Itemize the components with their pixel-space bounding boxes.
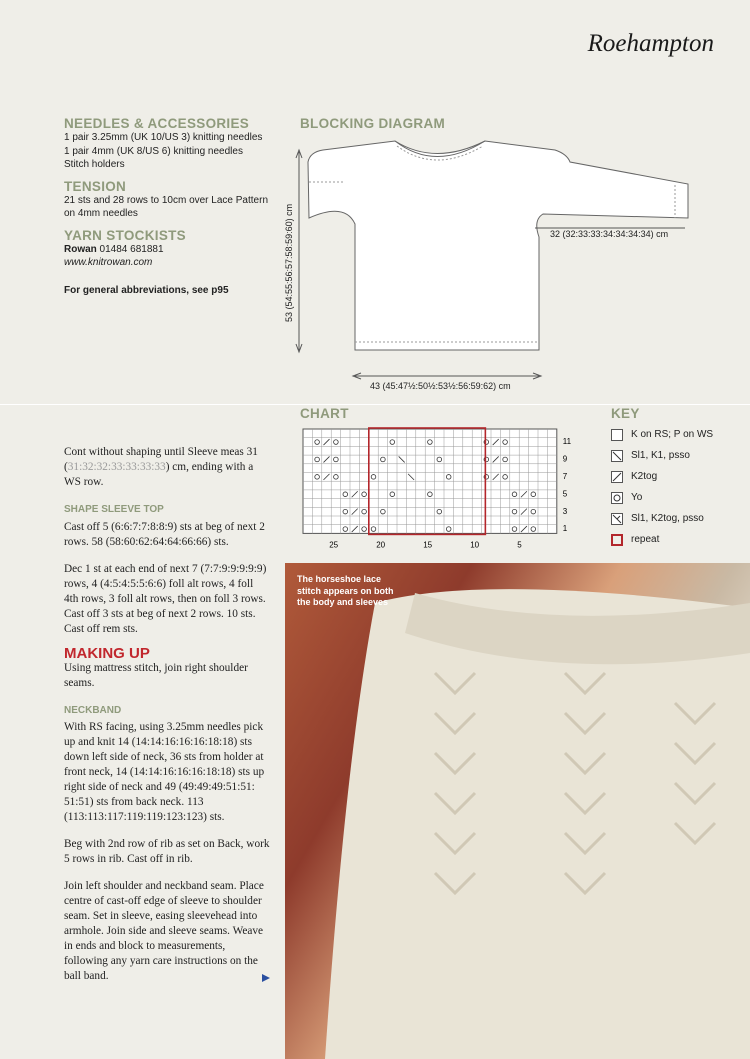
yo-icon bbox=[611, 492, 623, 504]
paragraph-cast-off: Cast off 5 (6:6:7:7:8:8:9) sts at beg of next 2 rows. 58 (58:60:62:64:64:66:66) sts. bbox=[64, 521, 265, 548]
k2tog-icon bbox=[611, 471, 623, 483]
blocking-heading: BLOCKING DIAGRAM bbox=[300, 116, 446, 131]
needles-list bbox=[64, 131, 284, 172]
row-number: 7 bbox=[562, 471, 568, 481]
key-list bbox=[611, 424, 713, 550]
sweater-outline bbox=[308, 141, 688, 350]
blank-square-icon bbox=[611, 429, 623, 441]
lace-sweater-illustration bbox=[285, 563, 750, 1059]
yarn-heading: YARN STOCKISTS bbox=[64, 227, 186, 243]
blocking-diagram bbox=[285, 132, 705, 402]
tension-heading: TENSION bbox=[64, 178, 127, 194]
sl1-k2tog-psso-icon bbox=[611, 513, 623, 525]
shape-sleeve-heading: SHAPE SLEEVE TOP bbox=[64, 504, 164, 515]
yarn-stockist bbox=[64, 243, 284, 257]
divider bbox=[0, 404, 750, 405]
paragraph-decrease: Dec 1 st at each end of next 7 (7:7:9:9:9:9:9) rows, 4 (4:5:4:5:5:6:6) foll alt rows, 4 foll 4th rows, 3 foll alt rows, then on foll 3 rows. Cast off 3 sts at beg of next 2 rows. 10 sts. Cast off rem sts. bbox=[64, 563, 267, 635]
row-number: 3 bbox=[562, 506, 568, 516]
abbreviations-note: For general abbreviations, see p95 bbox=[64, 284, 229, 296]
yarn-url[interactable]: www.knitrowan.com bbox=[64, 257, 153, 268]
paragraph-sleeve-length bbox=[64, 445, 270, 490]
page-title: Roehampton bbox=[587, 30, 714, 57]
width-label: 43 (45:47½:50½:53½:56:59:62) cm bbox=[370, 381, 511, 391]
chart-heading: CHART bbox=[300, 406, 349, 421]
tension-line: on 4mm needles bbox=[64, 208, 138, 219]
key-label: Sl1, K1, psso bbox=[631, 450, 690, 461]
key-item bbox=[611, 508, 713, 529]
length-label: 53 (54:55:56:57:58:59:60) cm bbox=[284, 203, 294, 322]
needles-line: Stitch holders bbox=[64, 159, 125, 170]
col-number: 15 bbox=[423, 540, 433, 550]
photo-caption: The horseshoe lace stitch appears on both the body and sleeves bbox=[297, 574, 394, 607]
key-label: K2tog bbox=[631, 471, 658, 482]
needles-heading: NEEDLES & ACCESSORIES bbox=[64, 116, 250, 131]
text-run: Cont without shaping until Sleeve meas 31 ( bbox=[64, 446, 258, 473]
needles-line: 1 pair 4mm (UK 8/US 6) knitting needles bbox=[64, 145, 243, 157]
row-number: 1 bbox=[562, 524, 568, 534]
key-item bbox=[611, 466, 713, 487]
sleeve-label: 32 (32:33:33:34:34:34:34) cm bbox=[550, 229, 669, 239]
yarn-brand: Rowan bbox=[64, 243, 97, 255]
col-number: 20 bbox=[376, 540, 386, 550]
key-item bbox=[611, 487, 713, 508]
paragraph-making-up: Using mattress stitch, join right shoulder seams. bbox=[64, 662, 248, 689]
info-column bbox=[64, 116, 284, 297]
needles-line: 1 pair 3.25mm (UK 10/US 3) knitting needles bbox=[64, 132, 263, 143]
key-label: Sl1, K2tog, psso bbox=[631, 513, 704, 524]
paragraph-neckband: With RS facing, using 3.25mm needles pick up and knit 14 (14:14:16:16:16:18:18) sts down left side of neck, 36 sts from holder at front neck, 14 (14:14:16:16:16:18:18) sts up right side of neck and 49 (49:49:49:51:51: 51:51) sts from back neck. 113 (113:113:117:119:119:123:123) sts. bbox=[64, 721, 265, 823]
row-number: 5 bbox=[562, 489, 568, 499]
key-item bbox=[611, 424, 713, 445]
paragraph-rib: Beg with 2nd row of rib as set on Back, work 5 rows in rib. Cast off in rib. bbox=[64, 838, 270, 865]
key-label: K on RS; P on WS bbox=[631, 429, 714, 440]
col-number: 10 bbox=[470, 540, 480, 550]
key-heading: KEY bbox=[611, 406, 640, 421]
tension-text bbox=[64, 194, 284, 221]
tension-line: 21 sts and 28 rows to 10cm over Lace Pattern bbox=[64, 194, 268, 206]
continue-arrow-icon bbox=[262, 974, 270, 982]
making-up-heading: MAKING UP bbox=[64, 645, 150, 662]
text-run: ) cm, ending with a WS row. bbox=[64, 461, 254, 488]
row-number: 9 bbox=[562, 454, 568, 464]
yarn-phone: 01484 681881 bbox=[96, 243, 164, 255]
row-number: 11 bbox=[562, 437, 572, 447]
col-number: 5 bbox=[517, 540, 522, 550]
key-item bbox=[611, 445, 713, 466]
lace-chart bbox=[300, 425, 580, 555]
key-label: repeat bbox=[631, 534, 660, 545]
key-label: Yo bbox=[631, 492, 643, 503]
sl1-k1-psso-icon bbox=[611, 450, 623, 462]
paragraph-finishing: Join left shoulder and neckband seam. Place centre of cast-off edge of sleeve to shoulder seam. Set in sleeve, easing sleevehead into armhole. Join side and sleeve seams. Weave in ends and block to measurements, following any yarn care instructions on the ball band. bbox=[64, 880, 264, 982]
instructions-column bbox=[64, 445, 270, 984]
neckband-heading: NECKBAND bbox=[64, 705, 122, 716]
text-run-grey: 31:32:32:33:33:33:33 bbox=[67, 461, 166, 473]
sweater-photo bbox=[285, 563, 750, 1059]
key-item bbox=[611, 529, 713, 550]
col-number: 25 bbox=[329, 540, 339, 550]
repeat-box-icon bbox=[611, 534, 623, 546]
